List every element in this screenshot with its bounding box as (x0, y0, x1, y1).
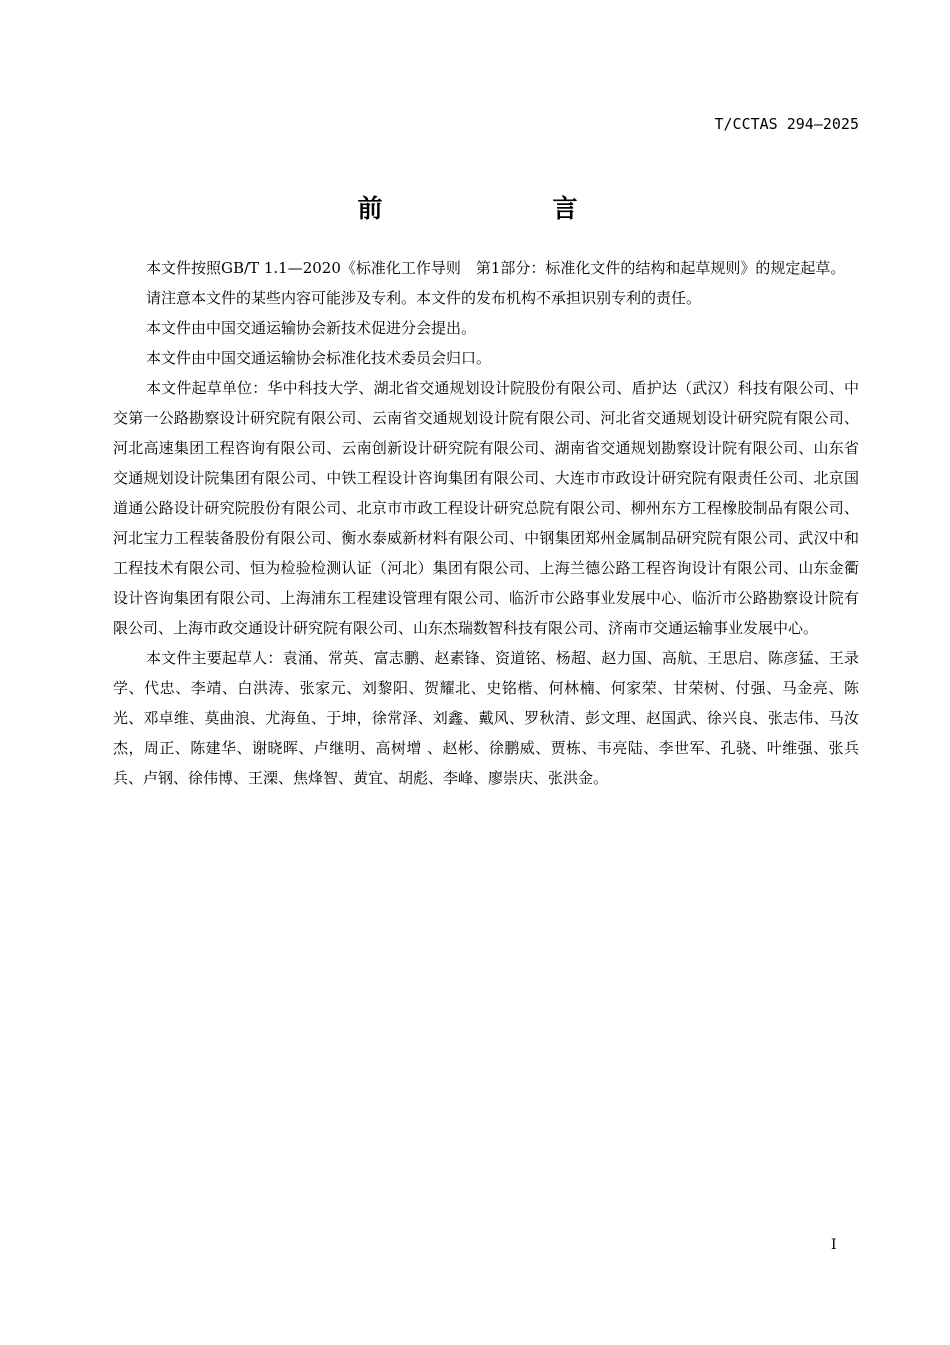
paragraph-proposer: 本文件由中国交通运输协会新技术促进分会提出。 (146, 319, 477, 337)
paragraph-drafters: 本文件主要起草人：袁涌、常英、富志鹏、赵素锋、资道铭、杨超、赵力国、高航、王思启、陈彦猛、王录学、代忠、李靖、白洪涛、张家元、刘黎阳、贺耀北、史铭楷、何林楠、何家荣、甘荣树、付强、马金亮、陈光、邓卓维、莫曲浪、尤海鱼、于坤，徐常泽、刘鑫、戴风、罗秋清、彭文理、赵国武、徐兴良、张志伟、马汝杰，周正、陈建华、谢晓晖、卢继明、高树增 、赵彬、徐鹏威、贾栋、韦亮陆、李世军、孔骁、叶维强、张兵兵、卢钢、徐伟博、王溧、焦烽智、黄宜、胡彪、李峰、廖崇庆、张洪金。 (113, 649, 859, 787)
page-number: I (831, 1237, 837, 1253)
paragraph-patent-notice: 请注意本文件的某些内容可能涉及专利。本文件的发布机构不承担识别专利的责任。 (146, 289, 702, 307)
paragraph-drafting-units: 本文件起草单位：华中科技大学、湖北省交通规划设计院股份有限公司、盾护达（武汉）科技有限公司、中交第一公路勘察设计研究院有限公司、云南省交通规划设计院有限公司、河北省交通规划设计研究院有限公司、河北高速集团工程咨询有限公司、云南创新设计研究院有限公司、湖南省交通规划勘察设计院有限公司、山东省交通规划设计院集团有限公司、中铁工程设计咨询集团有限公司、大连市市政设计研究院有限责任公司、北京国道通公路设计研究院股份有限公司、北京市市政工程设计研究总院有限公司、柳州东方工程橡胶制品有限公司、河北宝力工程装备股份有限公司、衡水泰威新材料有限公司、中钢集团郑州金属制品研究院有限公司、武汉中和工程技术有限公司、恒为检验检测认证（河北）集团有限公司、上海兰德公路工程咨询设计有限公司、山东金衢设计咨询集团有限公司、上海浦东工程建设管理有限公司、临沂市公路事业发展中心、临沂市公路勘察设计院有限公司、上海市政交通设计研究院有限公司、山东杰瑞数智科技有限公司、济南市交通运输事业发展中心。 (113, 379, 859, 637)
paragraph-drafting-rules: 本文件按照GB/T 1.1—2020《标准化工作导则 第1部分：标准化文件的结构和起草规则》的规定起草。 (146, 259, 846, 277)
paragraph-centralized-management: 本文件由中国交通运输协会标准化技术委员会归口。 (146, 349, 492, 367)
foreword-body (113, 253, 859, 793)
page-title: 前 言 (357, 194, 618, 223)
document-code: T/CCTAS 294—2025 (714, 115, 859, 133)
